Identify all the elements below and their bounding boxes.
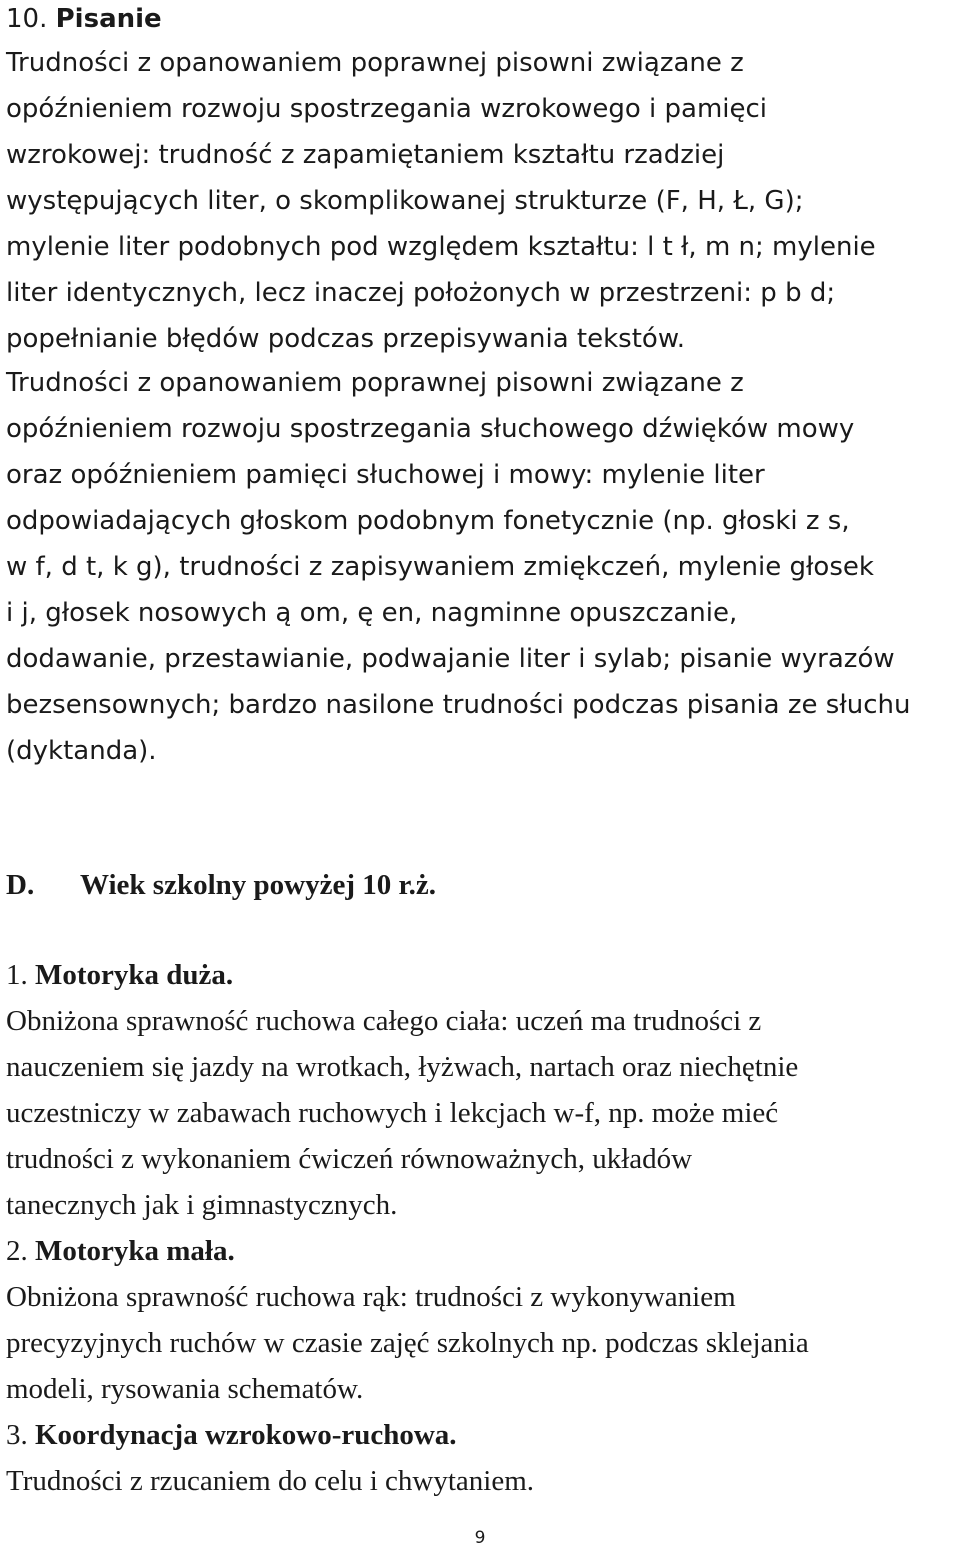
- section-letter: D.: [6, 869, 35, 901]
- item-heading-2: [6, 1234, 235, 1268]
- item-heading-1: [6, 958, 233, 992]
- page-number: 9: [474, 1528, 486, 1548]
- item3-line: Trudności z rzucaniem do celu i chwytaniem.: [6, 1465, 535, 1497]
- item1-line: Obniżona sprawność ruchowa całego ciała: uczeń ma trudności z: [6, 1005, 762, 1037]
- item-number: 1.: [6, 959, 28, 991]
- item-title: Koordynacja wzrokowo-ruchowa.: [35, 1419, 457, 1451]
- p1-line: opóźnieniem rozwoju spostrzegania wzrokowego i pamięci: [6, 94, 768, 124]
- section-heading-10: [6, 2, 162, 36]
- item-heading-3: [6, 1418, 457, 1452]
- item1-line: trudności z wykonaniem ćwiczeń równoważnych, układów: [6, 1143, 693, 1175]
- p1-line: wzrokowej: trudność z zapamiętaniem kształtu rzadziej: [6, 140, 725, 170]
- item-title: Motoryka duża.: [35, 959, 234, 991]
- section-number: 10.: [6, 4, 48, 34]
- section-heading-d: [6, 868, 436, 902]
- item1-line: uczestniczy w zabawach ruchowych i lekcjach w-f, np. może mieć: [6, 1097, 779, 1129]
- section-title: Pisanie: [55, 4, 162, 34]
- item-title: Motoryka mała.: [35, 1235, 235, 1267]
- p2-line: dodawanie, przestawianie, podwajanie liter i sylab; pisanie wyrazów: [6, 644, 895, 674]
- p2-line: oraz opóźnieniem pamięci słuchowej i mowy: mylenie liter: [6, 460, 765, 490]
- p1-line: Trudności z opanowaniem poprawnej pisowni związane z: [6, 48, 744, 78]
- section-title: Wiek szkolny powyżej 10 r.ż.: [80, 869, 437, 901]
- p1-line: mylenie liter podobnych pod względem kształtu: l t ł, m n; mylenie: [6, 232, 876, 262]
- p2-line: w f, d t, k g), trudności z zapisywaniem zmiękczeń, mylenie głosek: [6, 552, 874, 582]
- item2-line: precyzyjnych ruchów w czasie zajęć szkolnych np. podczas sklejania: [6, 1327, 809, 1359]
- p2-line: odpowiadających głoskom podobnym fonetycznie (np. głoski z s,: [6, 506, 850, 536]
- item-number: 3.: [6, 1419, 28, 1451]
- p2-line: opóźnieniem rozwoju spostrzegania słuchowego dźwięków mowy: [6, 414, 855, 444]
- p2-line: i j, głosek nosowych ą om, ę en, nagminne opuszczanie,: [6, 598, 738, 628]
- item-number: 2.: [6, 1235, 28, 1267]
- p2-line: bezsensownych; bardzo nasilone trudności podczas pisania ze słuchu: [6, 690, 911, 720]
- p2-line: Trudności z opanowaniem poprawnej pisowni związane z: [6, 368, 744, 398]
- item1-line: tanecznych jak i gimnastycznych.: [6, 1189, 398, 1221]
- p1-line: występujących liter, o skomplikowanej strukturze (F, H, Ł, G);: [6, 186, 804, 216]
- p1-line: popełnianie błędów podczas przepisywania tekstów.: [6, 324, 685, 354]
- item2-line: modeli, rysowania schematów.: [6, 1373, 364, 1405]
- p2-line: (dyktanda).: [6, 736, 157, 766]
- item1-line: nauczeniem się jazdy na wrotkach, łyżwach, nartach oraz niechętnie: [6, 1051, 799, 1083]
- item2-line: Obniżona sprawność ruchowa rąk: trudności z wykonywaniem: [6, 1281, 736, 1313]
- p1-line: liter identycznych, lecz inaczej położonych w przestrzeni: p b d;: [6, 278, 836, 308]
